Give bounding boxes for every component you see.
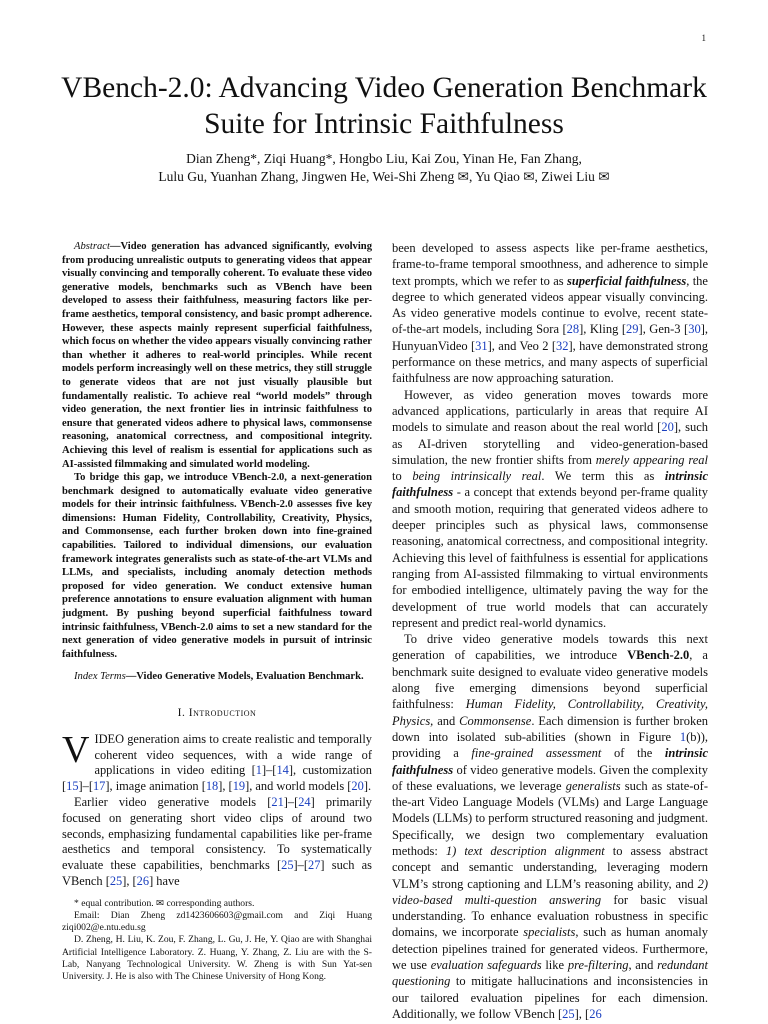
citation-link[interactable]: 30 <box>688 322 701 337</box>
text-run: to mitigate hallucinations and inconsistencies in our tailored evaluation pipelines for each dimension. Additionally, we follow VBench [ <box>392 974 708 1021</box>
authors-line-1: Dian Zheng*, Ziqi Huang*, Hongbo Liu, Kai Zou, Yinan He, Fan Zhang, <box>186 151 582 166</box>
footnotes <box>62 898 372 983</box>
emphasis-evaluation-safeguards: evaluation safeguards <box>430 958 542 973</box>
emphasis-being-intrinsically-real: being intrinsically real <box>412 469 542 484</box>
text-run: , the degree to which generated videos appear visually convincing. As video generative models continue to evolve, recent state-of-the-art models, including Sora [ <box>392 273 708 337</box>
left-column <box>62 240 372 983</box>
text-run: to assess abstract concept and semantic understanding, leveraging modern VLM’s strong captioning and LLM’s reasoning ability, and <box>392 843 708 891</box>
emphasis-redundant-questioning: redundant questioning <box>392 958 708 989</box>
text-run: However, as video generation moves towards more advanced applications, particularly in areas that require AI models to simulate and reason about the real world [ <box>392 387 708 435</box>
index-terms-label: Index Terms <box>74 671 126 683</box>
emphasis-intrinsic-faithfulness: intrinsic faithfulness <box>392 469 708 500</box>
citation-link[interactable]: 21 <box>271 794 284 809</box>
text-run: - a concept that extends beyond per-frame quality and smooth motion, requiring that generated videos adhere to deeper principles such as physical laws, commonsense reasoning, anatomical correctness, and compositional integrity. Achieving this level of faithfulness is essential for applications ranging from AI-assisted filmmaking to virtual environments for embodied intelligence, ultimately paving the way for the development of true world models that can accurately represent and predict real-world dynamics. <box>392 485 708 630</box>
text-run: and <box>433 713 460 728</box>
citation-link[interactable]: 25 <box>562 1006 575 1021</box>
text-run: . Each dimension is further broken down into isolated sub-abilities (shown in Figure <box>392 713 708 744</box>
citation-link[interactable]: 27 <box>308 858 321 873</box>
abstract-text-1: —Video generation has advanced significantly, evolving from producing unrealistic outputs to generating videos that appear visually convincing and temporally coherent. To evaluate these video generative models, benchmarks such as VBench have been developed to assess their faithfulness, measuring factors like per-frame aesthetics, temporal consistency, and basic prompt adherence. However, these aspects mainly represent superficial faithfulness, which focus on whether the video appears visually convincing rather than whether it adheres to real-world principles. While recent models perform increasingly well on these metrics, they still struggle to generate videos that are not just visually plausible but fundamentally realistic. To achieve real “world models” through video generation, the next frontier lies in intrinsic faithfulness to ensure that generated videos adhere to physical laws, commonsense reasoning, anatomical correctness, and compositional integrity. Achieving this level of realism is essential for applications such as AI-assisted filmmaking and simulated world modeling. <box>62 241 372 470</box>
text-run: . We term this as <box>541 469 665 484</box>
emphasis-specialists: specialists <box>523 925 576 940</box>
intro-text-2b: ] primarily focused on generating short video clips of around two seconds, emphasizing fundamental capabilities like per-frame aesthetics and temporal consistency. To systematically evaluate these capabilities, benchmarks [ <box>62 794 372 873</box>
text-run: ], Gen-3 [ <box>638 322 689 337</box>
intro-text-1: IDEO generation aims to create realistic and temporally coherent video sequences, with a wide range of applications in video editing [ <box>94 731 372 778</box>
footnote-contribution: * equal contribution. ✉ corresponding authors. <box>74 897 255 909</box>
text-run: for basic visual understanding. To enhance evaluation robustness in specific domains, we incorporate <box>392 892 708 940</box>
text-run: , a benchmark suite designed to evaluate video generative models along five emerging dimensions beyond superficial faithfulness: <box>392 648 708 712</box>
text-run: ], [ <box>574 1006 590 1021</box>
citation-link[interactable]: 1 <box>255 763 262 778</box>
index-terms <box>62 670 372 684</box>
emphasis-intrinsic-faithfulness-2: intrinsic faithfulness <box>392 746 708 777</box>
citation-link[interactable]: 32 <box>555 338 569 353</box>
paper-title: VBench-2.0: Advancing Video Generation Benchmark Suite for Intrinsic Faithfulness <box>61 72 707 140</box>
text-run: to <box>392 469 413 484</box>
emphasis-fine-grained: fine-grained assessment <box>471 746 602 761</box>
text-run: , such as human anomaly detection pipelines trained for generated videos. Furthermore, we use <box>392 925 708 973</box>
emphasis-superficial-faithfulness: superficial faithfulness <box>566 273 687 288</box>
citation-link[interactable]: 25 <box>109 873 123 888</box>
right-paragraph-3 <box>392 631 708 1022</box>
emphasis-method-2: 2) video-based multi-question answering <box>392 876 708 907</box>
text-run: ], such as AI-driven storytelling and video-generation-based simulation, the new frontier shifts from <box>392 420 708 467</box>
footnote-affiliations: D. Zheng, H. Liu, K. Zou, F. Zhang, L. Gu, J. He, Y. Qiao are with Shanghai Artificial Intelligence Laboratory. Z. Huang, Y. Zhang, Z. Liu are with the S-Lab, Nanyang Technological University. W. Zheng is with Sun Yat-sen University. J. He is also with The Chinese University of Hong Kong. <box>62 934 372 982</box>
right-column <box>392 240 708 1022</box>
text-run: ], and Veo 2 [ <box>487 338 556 353</box>
author-list <box>40 150 728 186</box>
page-number: 1 <box>701 33 706 43</box>
section-heading-introduction <box>62 706 372 722</box>
text-run: , and <box>628 958 658 973</box>
citation-link[interactable]: 18 <box>205 779 219 794</box>
citation-link[interactable]: 14 <box>276 763 289 778</box>
right-paragraph-2 <box>392 387 708 631</box>
emphasis-merely-appearing-real: merely appearing real <box>595 452 708 467</box>
right-paragraph-1 <box>392 240 708 387</box>
text-run: (b)), providing a <box>392 729 708 761</box>
text-run: of video generative models. Given the complexity of these evaluations, we leverage <box>392 762 708 793</box>
dimension-list: Human Fidelity, Controllability, Creativity, Physics, <box>392 697 709 728</box>
figure-link[interactable]: 1 <box>679 729 687 744</box>
intro-paragraph-2: Earlier video generative models [21]–[24] primarily focused on generating short video clips of around two seconds, emphasizing fundamental capabilities like per-frame aesthetics and temporal consistency. To systematically evaluate these capabilities, benchmarks [25]–[27] such as VBench [25], [26] have <box>62 794 373 888</box>
citation-link[interactable]: 17 <box>92 779 106 794</box>
vbench-name: VBench-2.0 <box>627 648 690 663</box>
section-number: I. <box>177 707 186 719</box>
abstract-paragraph-2: To bridge this gap, we introduce VBench-2.0, a next-generation benchmark designed to automatically evaluate video generative models for their intrinsic faithfulness. VBench-2.0 assesses five key dimensions: Human Fidelity, Controllability, Creativity, Physics, and Commonsense, each further broken down into fine-grained capabilities. Tailored to individual dimensions, our evaluation framework integrates generalists such as state-of-the-art VLMs and LLMs, and specialists, including anomaly detection methods proposed for video generation. We conduct extensive human preference annotations to ensure evaluation alignment with human judgment. By pushing beyond superficial faithfulness toward intrinsic faithfulness, VBench-2.0 aims to set a new standard for the next generation of video generative models in pursuit of intrinsic faithfulness. <box>62 472 372 660</box>
citation-link[interactable]: 28 <box>566 322 580 337</box>
footnote-email: Email: Dian Zheng zd1423606603@gmail.com and Ziqi Huang ziqi002@e.ntu.edu.sg <box>62 909 372 934</box>
index-terms-text: —Video Generative Models, Evaluation Benchmark. <box>125 671 364 683</box>
intro-text-2d: ], [ <box>122 873 137 888</box>
text-run: To drive video generative models towards this next generation of capabilities, we introduce <box>392 632 708 663</box>
citation-link[interactable]: 20 <box>351 779 364 794</box>
citation-link[interactable]: 20 <box>661 420 674 435</box>
intro-text-2e: ] have <box>149 873 180 888</box>
citation-link[interactable]: 25 <box>281 858 294 873</box>
text-run: been developed to assess aspects like per-frame aesthetics, frame-to-frame temporal smoothness, and adherence to simple text prompts, which we refer to as <box>392 241 708 288</box>
citation-link[interactable]: 29 <box>626 322 639 337</box>
emphasis-method-1: 1) text description alignment <box>445 843 605 858</box>
citation-link[interactable]: 31 <box>475 338 488 353</box>
intro-text-2a: Earlier video generative models [ <box>74 794 272 809</box>
citation-link[interactable]: 15 <box>66 779 79 794</box>
authors-line-2: Lulu Gu, Yuanhan Zhang, Jingwen He, Wei-Shi Zheng ✉, Yu Qiao ✉, Ziwei Liu ✉ <box>158 169 610 184</box>
dimension-commonsense: Commonsense <box>459 713 532 728</box>
text-run: such as state-of-the-art Video Language Models (VLMs) and Large Language Models (LLMs) to perform structured reasoning and judgment. Specifically, we design two complementary evaluation methods: <box>392 778 708 858</box>
citation-link[interactable]: 19 <box>232 779 246 794</box>
text-run: ], Kling [ <box>579 322 627 337</box>
emphasis-generalists: generalists <box>565 778 621 793</box>
citation-link[interactable]: 26 <box>136 873 150 888</box>
citation-link[interactable]: 24 <box>298 794 311 809</box>
text-run: like <box>541 958 568 973</box>
drop-cap: V <box>62 728 90 771</box>
text-run: of the <box>601 746 665 761</box>
text-run: ], have demonstrated strong performance on these metrics, and many aspects of superficial faithfulness are now approaching saturation. <box>392 338 708 386</box>
text-run: ], HunyuanVideo [ <box>392 322 708 353</box>
abstract-paragraph-1 <box>62 240 372 471</box>
emphasis-pre-filtering: pre-filtering <box>567 958 629 973</box>
intro-paragraph-1: VIDEO generation aims to create realistic and temporally coherent video sequences, with a wide range of applications in video editing [1]–[14], customization [15]–[17], image animation [18], [19], and world models [20]. <box>62 728 372 794</box>
section-title: Introduction <box>188 707 257 719</box>
intro-text-2c: ] such as VBench [ <box>62 858 373 888</box>
citation-link[interactable]: 26 <box>589 1006 602 1021</box>
abstract-label: Abstract <box>74 241 110 252</box>
